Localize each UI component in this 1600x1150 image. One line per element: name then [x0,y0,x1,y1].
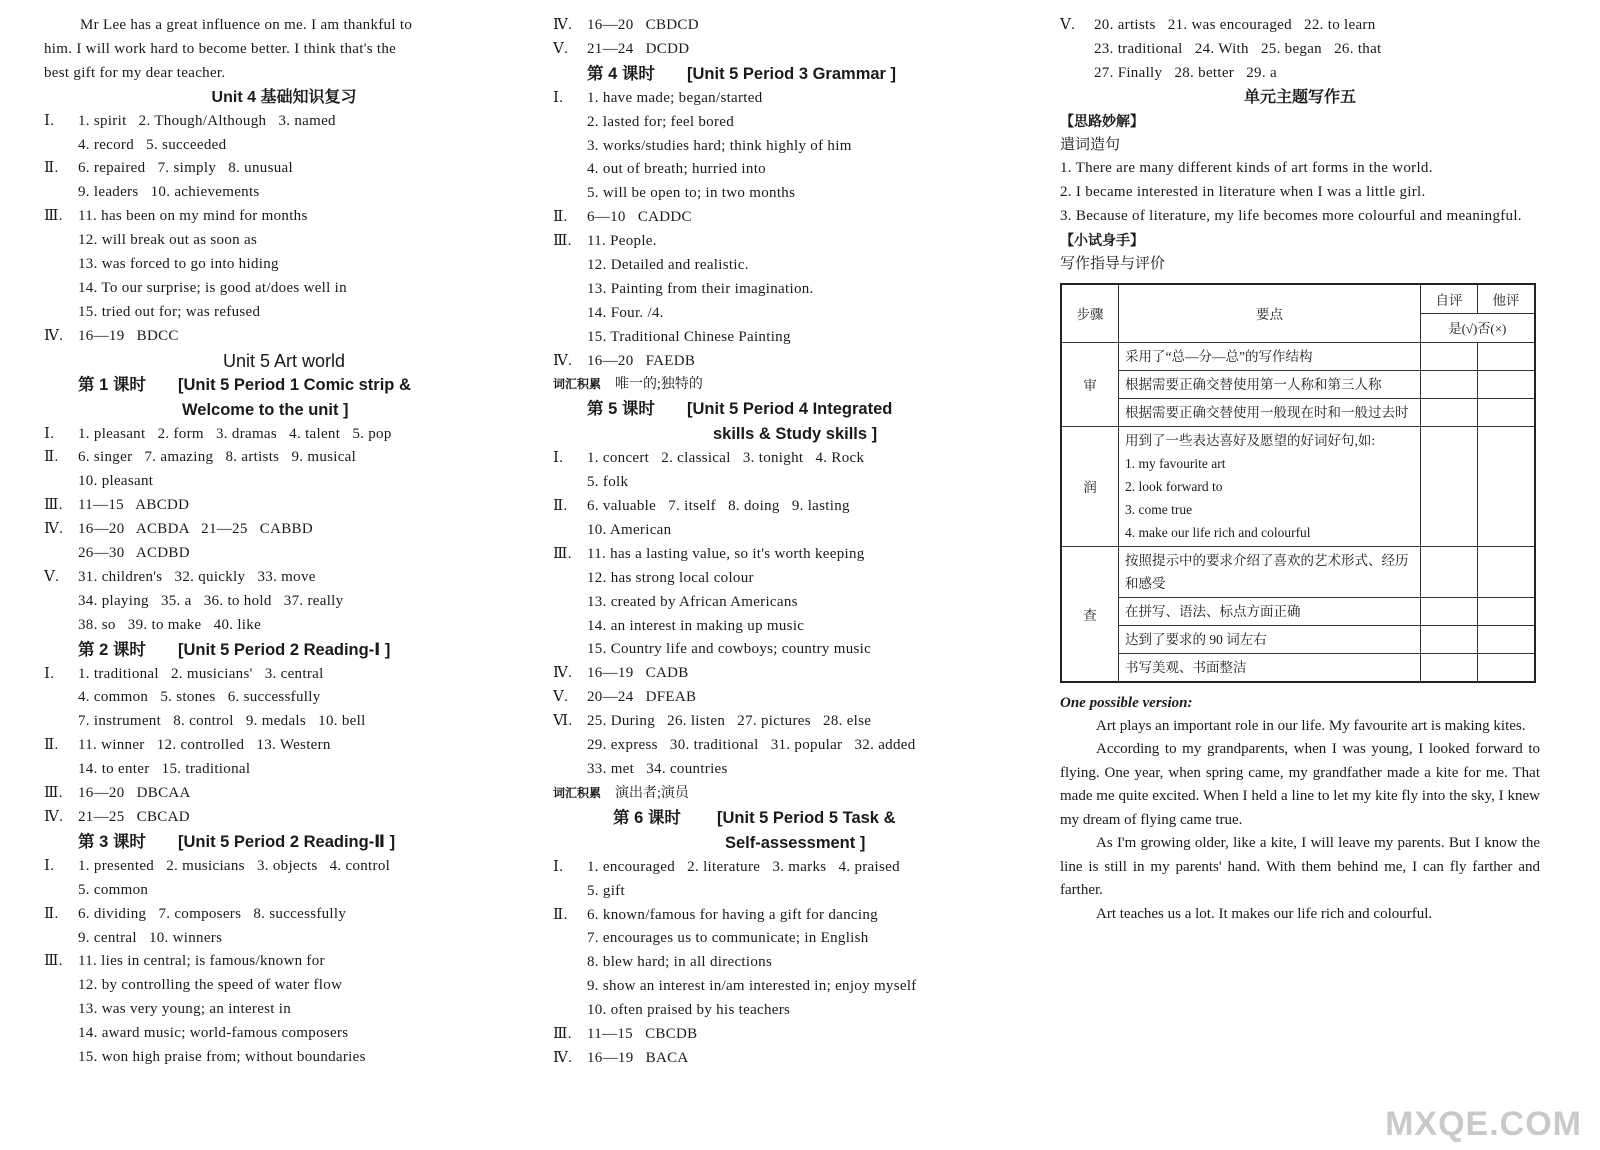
answer-line [44,423,524,447]
table-self-cell [1421,398,1478,426]
answer-line [553,302,1033,326]
lesson-6-heading [553,806,1033,831]
answer-text: 7. encourages us to communicate; in English [587,930,869,947]
table-header-self: 自评 [1421,284,1478,314]
lesson-title: [Unit 5 Period 2 Reading-Ⅱ ] [178,832,396,851]
answer-text: 1. have made; began/started [587,89,763,106]
lesson-label: 第 2 课时 [78,640,146,659]
idea-label: 【思路妙解】 [1060,112,1144,129]
answer-text: 9. leaders 10. achievements [78,184,260,201]
vocab-text: 唯一的;独特的 [615,377,703,393]
answer-line [44,734,524,758]
intro-line: best gift for my dear teacher. [44,64,226,81]
answer-line [553,182,1033,206]
answer-text: 9. show an interest in/am interested in; enjoy myself [587,978,917,995]
answer-text: 5. gift [587,882,625,899]
lesson-label: 第 5 课时 [587,400,655,419]
table-header-key: 要点 [1119,284,1421,343]
answer-line [44,325,524,349]
table-row [1061,398,1535,426]
answer-line [44,566,524,590]
answer-line [44,710,524,734]
carryover-answers [1060,14,1540,86]
section-numeral: Ⅱ. [44,449,59,466]
answer-line [553,686,1033,710]
answer-line [44,1046,524,1070]
lesson-4-heading [553,62,1033,87]
column-left [44,14,524,1070]
table-row [1061,597,1535,625]
lesson-1-heading [44,373,524,398]
table-step-cell: 审 [1061,342,1119,426]
answer-text: 11. lies in central; is famous/known for [78,953,325,970]
section-numeral: Ⅱ. [553,209,568,226]
answer-line [553,38,1033,62]
answer-line [553,734,1033,758]
answer-text: 8. blew hard; in all directions [587,954,773,971]
sentence-label: 遣词造句 [1060,136,1121,153]
answer-line [1060,14,1540,38]
answer-line [44,903,524,927]
answer-line [553,135,1033,159]
section-numeral: Ⅲ. [44,208,63,225]
section-numeral: Ⅱ. [553,498,568,515]
answer-text: 6. dividing 7. composers 8. successfully [78,905,347,922]
lesson-title: [Unit 5 Period 2 Reading-Ⅰ ] [178,640,391,659]
answer-text: 4. record 5. succeeded [78,136,227,153]
section-numeral: Ⅲ. [553,233,572,250]
answer-line [553,856,1033,880]
answer-text: 11. has a lasting value, so it's worth keeping [587,545,865,562]
lesson-label: 第 4 课时 [587,64,655,83]
answer-text: 14. to enter 15. traditional [78,761,251,778]
lesson-6-heading-cont: Self-assessment ] [725,833,866,852]
answer-text: 26—30 ACDBD [78,545,190,562]
table-peer-cell [1478,653,1536,682]
answer-line [553,158,1033,182]
table-peer-cell [1478,398,1536,426]
answer-text: 3. works/studies hard; think highly of him [587,137,852,154]
answer-text: 16—19 CADB [587,665,689,682]
table-self-cell [1421,546,1478,597]
section-numeral: Ⅰ. [44,425,55,442]
table-step-cell: 润 [1061,426,1119,546]
section-numeral: Ⅴ. [553,40,569,57]
table-header-peer: 他评 [1478,284,1536,314]
table-key-cell: 按照提示中的要求介绍了喜欢的艺术形式、经历和感受 [1119,546,1421,597]
version-label: One possible version: [1060,694,1193,711]
answer-line [44,494,524,518]
answer-text: 1. pleasant 2. form 3. dramas 4. talent 5. pop [78,425,392,442]
answer-line [553,615,1033,639]
section-numeral: Ⅱ. [44,905,59,922]
section-numeral: Ⅳ. [553,352,573,369]
answer-line [44,879,524,903]
watermark: MXQE.COM [1385,1105,1582,1143]
table-peer-cell [1478,625,1536,653]
section-numeral: Ⅳ. [44,327,64,344]
section-numeral: Ⅲ. [44,785,63,802]
answer-line [553,567,1033,591]
answer-line [44,998,524,1022]
answer-text: 4. common 5. stones 6. successfully [78,689,321,706]
answer-text: 15. tried out for; was refused [78,303,261,320]
answer-text: 21—25 CBCAD [78,808,190,825]
answer-text: 16—20 FAEDB [587,352,696,369]
answer-line [44,301,524,325]
answer-line [553,999,1033,1023]
answer-text: 1. presented 2. musicians 3. objects 4. control [78,857,391,874]
answer-line [44,181,524,205]
answer-text: 16—19 BACA [587,1049,689,1066]
section-numeral: Ⅰ. [553,858,564,875]
answer-text: 2. lasted for; feel bored [587,113,735,130]
table-row [1061,342,1535,370]
answer-text: 16—20 CBDCD [587,17,699,33]
answer-text: 25. During 26. listen 27. pictures 28. else [587,713,872,730]
answer-line [44,134,524,158]
table-row [1061,625,1535,653]
answer-text: 14. an interest in making up music [587,617,805,634]
section-numeral: Ⅰ. [44,112,55,129]
table-peer-cell [1478,546,1536,597]
table-peer-cell [1478,597,1536,625]
answer-line [553,447,1033,471]
column-right [1060,14,1540,926]
answer-line [44,686,524,710]
lesson-title: [Unit 5 Period 1 Comic strip & [178,375,411,394]
vocab-note [553,782,1033,806]
writing-title: 单元主题写作五 [1243,88,1356,106]
answer-line [553,206,1033,230]
answer-line [44,446,524,470]
answer-text: 13. was forced to go into hiding [78,256,279,273]
answer-text: 23. traditional 24. With 25. began 26. that [1094,40,1382,57]
answer-line [553,326,1033,350]
answer-line [553,927,1033,951]
answer-text: 10. pleasant [78,473,154,490]
section-numeral: Ⅳ. [44,521,64,538]
answer-text: 11—15 ABCDD [78,497,190,514]
answer-text: 27. Finally 28. better 29. a [1094,64,1277,81]
answer-text: 33. met 34. countries [587,760,728,777]
answer-text: 6. singer 7. amazing 8. artists 9. musical [78,449,357,466]
section-numeral: Ⅲ. [44,953,63,970]
answer-text: 29. express 30. traditional 31. popular 32. added [587,737,916,754]
lesson-2-heading [44,638,524,663]
lesson-title: [Unit 5 Period 4 Integrated [687,400,893,419]
section-numeral: Ⅵ. [553,713,573,730]
essay-paragraph: Art plays an important role in our life. My favourite art is making kites. [1096,717,1526,734]
answer-line [553,1047,1033,1071]
table-self-cell [1421,653,1478,682]
answer-line [1060,62,1540,86]
lesson-5-heading [553,397,1033,422]
table-self-cell [1421,426,1478,546]
lesson-label: 第 3 课时 [78,832,146,851]
answer-line [553,519,1033,543]
answer-text: 11—15 CBCDB [587,1025,698,1042]
answer-text: 20. artists 21. was encouraged 22. to learn [1094,17,1376,33]
lesson-title: [Unit 5 Period 3 Grammar ] [687,64,897,83]
answer-line [553,975,1033,999]
answer-line [44,758,524,782]
section-numeral: Ⅲ. [553,1025,572,1042]
table-row [1061,653,1535,682]
answer-text: 1. traditional 2. musicians' 3. central [78,665,324,682]
lesson-3-answers [44,855,524,1070]
answer-line [553,543,1033,567]
answer-line [44,614,524,638]
table-peer-cell [1478,426,1536,546]
guide-label: 写作指导与评价 [1060,256,1166,273]
answer-line [44,806,524,830]
practice-label: 【小试身手】 [1060,232,1144,249]
answer-line [44,110,524,134]
answer-text: 14. Four. /4. [587,304,664,321]
lesson-label: 第 1 课时 [78,375,146,394]
answer-text: 10. American [587,522,672,539]
table-self-cell [1421,342,1478,370]
intro-line: Mr Lee has a great influence on me. I am thankful to [80,17,413,33]
answer-line [553,758,1033,782]
answer-text: 12. will break out as soon as [78,232,258,249]
answer-line [44,590,524,614]
answer-line [553,471,1033,495]
answer-line [44,1022,524,1046]
answer-text: 5. common [78,881,149,898]
vocab-label: 词汇积累 [553,377,602,392]
lesson-3-heading [44,830,524,855]
section-numeral: Ⅰ. [44,857,55,874]
answer-line [553,951,1033,975]
answer-text: 21—24 DCDD [587,40,690,57]
answer-text: 15. Traditional Chinese Painting [587,328,791,345]
unit4-title: Unit 4 基础知识复习 [211,88,357,106]
section-numeral: Ⅴ. [44,568,60,585]
table-key-cell: 采用了“总—分—总”的写作结构 [1119,342,1421,370]
answer-line [44,277,524,301]
answer-line [44,950,524,974]
answer-text: 16—20 DBCAA [78,785,191,802]
answer-text: 38. so 39. to make 40. like [78,616,262,633]
answer-line [553,350,1033,374]
answer-text: 5. folk [587,474,629,491]
answer-text: 11. People. [587,233,657,250]
sample-essay [1060,715,1540,927]
answer-line [44,855,524,879]
table-key-cell: 根据需要正确交替使用一般现在时和一般过去时 [1119,398,1421,426]
lesson-1-heading-cont: Welcome to the unit ] [182,400,349,419]
answer-text: 6. valuable 7. itself 8. doing 9. lasting [587,498,850,515]
answer-text: 12. by controlling the speed of water flow [78,977,343,994]
essay-paragraph: Art teaches us a lot. It makes our life rich and colourful. [1096,905,1433,922]
answer-line [44,229,524,253]
table-row [1061,370,1535,398]
section-numeral: Ⅲ. [553,545,572,562]
answer-line [553,87,1033,111]
lesson-6-answers [553,856,1033,1071]
answer-text: 11. winner 12. controlled 13. Western [78,737,331,754]
section-numeral: Ⅱ. [553,906,568,923]
answer-line [44,974,524,998]
table-header-yesno: 是(√)否(×) [1421,313,1536,342]
table-row [1061,426,1535,546]
answer-text: 12. Detailed and realistic. [587,257,749,274]
answer-text: 13. created by African Americans [587,593,798,610]
answer-line [553,880,1033,904]
intro-line: him. I will work hard to become better. I think that's the [44,40,397,57]
answer-line [553,495,1033,519]
answer-line [44,157,524,181]
table-key-cell: 达到了要求的 90 词左右 [1119,625,1421,653]
vocab-note [553,373,1033,397]
answer-line [553,111,1033,135]
table-body [1061,342,1535,682]
section-numeral: Ⅴ. [1060,17,1076,33]
answer-text: 13. Painting from their imagination. [587,280,814,297]
answer-text: 14. award music; world-famous composers [78,1025,349,1042]
answer-line [44,663,524,687]
table-key-cell: 在拼写、语法、标点方面正确 [1119,597,1421,625]
answer-line [44,782,524,806]
section-numeral: Ⅰ. [553,89,564,106]
section-numeral: Ⅲ. [44,497,63,514]
answer-text: 31. children's 32. quickly 33. move [78,568,316,585]
table-row [1061,546,1535,597]
unit4-answers [44,110,524,349]
answer-line [553,591,1033,615]
answer-line [553,254,1033,278]
answer-line [553,230,1033,254]
lesson-5-heading-cont: skills & Study skills ] [713,425,878,444]
essay-paragraph: As I'm growing older, like a kite, I will leave my parents. But I know the line is still in my parents' hand. With them behind me, I can fly farther and farther. [1060,835,1540,899]
answer-text: 7. instrument 8. control 9. medals 10. bell [78,713,366,730]
answer-text: 11. has been on my mind for months [78,208,308,225]
table-header-step: 步骤 [1061,284,1119,343]
lesson-title: [Unit 5 Period 5 Task & [717,808,896,827]
answer-text: 6—10 CADDC [587,209,692,226]
answer-text: 16—19 BDCC [78,327,179,344]
section-numeral: Ⅳ. [44,808,64,825]
table-key-cell: 书写美观、书面整洁 [1119,653,1421,682]
answer-text: 34. playing 35. a 36. to hold 37. really [78,592,344,609]
table-peer-cell [1478,370,1536,398]
sentence-item: 1. There are many different kinds of art forms in the world. [1060,160,1433,177]
table-self-cell [1421,625,1478,653]
section-numeral: Ⅴ. [553,689,569,706]
answer-line [553,904,1033,928]
answer-line [44,253,524,277]
answer-line [44,927,524,951]
answer-line [44,518,524,542]
table-self-cell [1421,597,1478,625]
answer-line [553,710,1033,734]
answer-text: 6. repaired 7. simply 8. unusual [78,160,293,177]
answer-text: 20—24 DFEAB [587,689,697,706]
lesson-2-answers [44,663,524,830]
answer-text: 1. spirit 2. Though/Although 3. named [78,112,336,129]
section-numeral: Ⅱ. [44,737,59,754]
answer-line [553,1023,1033,1047]
section-numeral: Ⅰ. [553,450,564,467]
answer-line [44,205,524,229]
lesson-4-answers [553,87,1033,374]
answer-text: 14. To our surprise; is good at/does well in [78,279,347,296]
answer-line [553,278,1033,302]
answer-text: 10. often praised by his teachers [587,1002,791,1019]
answer-line [553,638,1033,662]
table-key-cell: 用到了一些表达喜好及愿望的好词好句,如: 1. my favourite art 2. look forward to 3. come true 4. make our life rich and colourful [1119,426,1421,546]
essay-paragraph: According to my grandparents, when I was young, I looked forward to flying. One year, when spring came, my grandfather made a kite for me. That made me quite excited. When I held a line to let my kite fly into the sky, I knew my dream of flying came true. [1060,741,1540,828]
lesson-5-answers [553,447,1033,781]
table-key-cell: 根据需要正确交替使用第一人称和第三人称 [1119,370,1421,398]
carryover-answers [553,14,1033,62]
unit5-title: Unit 5 Art world [222,350,346,371]
section-numeral: Ⅳ. [553,665,573,682]
answer-text: 1. encouraged 2. literature 3. marks 4. praised [587,858,900,875]
table-step-cell: 查 [1061,546,1119,682]
sentence-item: 3. Because of literature, my life becomes more colourful and meaningful. [1060,208,1522,225]
lesson-1-answers [44,423,524,638]
evaluation-table [1060,283,1536,683]
answer-line [1060,38,1540,62]
answer-text: 15. Country life and cowboys; country music [587,641,872,658]
answer-line [553,14,1033,38]
table-peer-cell [1478,342,1536,370]
section-numeral: Ⅰ. [44,665,55,682]
section-numeral: Ⅳ. [553,17,573,33]
answer-text: 9. central 10. winners [78,929,223,946]
answer-text: 13. was very young; an interest in [78,1001,292,1018]
sentence-item: 2. I became interested in literature when I was a little girl. [1060,184,1426,201]
answer-text: 4. out of breath; hurried into [587,161,766,178]
vocab-text: 演出者;演员 [615,785,689,801]
lesson-label: 第 6 课时 [613,808,681,827]
section-numeral: Ⅳ. [553,1049,573,1066]
section-numeral: Ⅱ. [44,160,59,177]
answer-text: 6. known/famous for having a gift for dancing [587,906,878,923]
answer-text: 16—20 ACBDA 21—25 CABBD [78,521,313,538]
vocab-label: 词汇积累 [553,785,602,800]
answer-text: 12. has strong local colour [587,569,754,586]
answer-text: 1. concert 2. classical 3. tonight 4. Rock [587,450,865,467]
table-self-cell [1421,370,1478,398]
answer-line [44,542,524,566]
answer-text: 15. won high praise from; without boundaries [78,1048,366,1065]
column-middle [553,14,1033,1071]
answer-line [44,470,524,494]
answer-line [553,662,1033,686]
answer-text: 5. will be open to; in two months [587,185,796,202]
